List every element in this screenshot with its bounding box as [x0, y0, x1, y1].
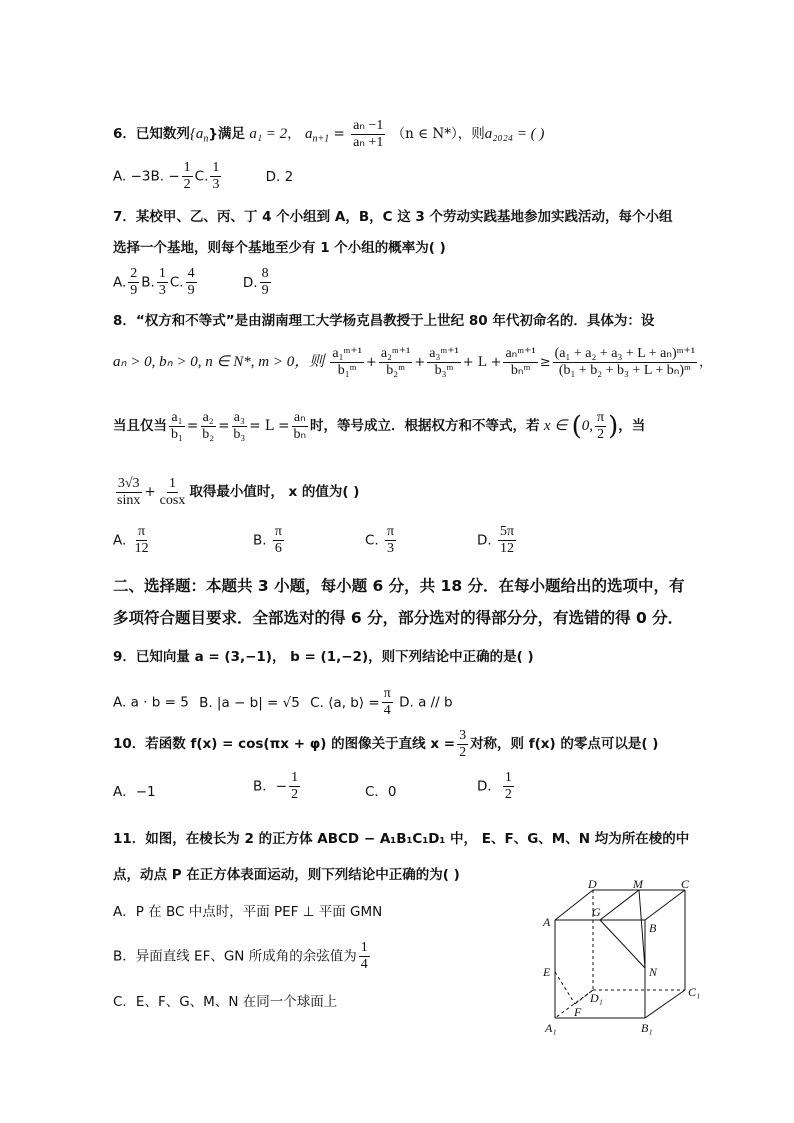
q11-line2: 点，动点 P 在正方体表面运动，则下列结论中正确的为( ) — [113, 867, 460, 883]
q6-seq: {a — [189, 126, 204, 142]
q8-equality: 当且仅当 $\frac{\text{a₁}}{\text{b₁}}$ = $\frac{\text{a₂}}{\text{b₂}}$ = $\frac{\text{a₃}}{\text{b₃}}$ = L = $\frac{\text{aₙ}}{\text{bₙ}}$ 时，等号成立．根据权方和不等式，若 x ∈ (0, $\frac{\pi}{2}$ )，当 — [113, 410, 646, 442]
q9-opt-b: B. |a − b| = √5 — [199, 694, 300, 711]
label-E: E — [543, 965, 551, 979]
q11-opt-a: A．P 在 BC 中点时，平面 PEF ⊥ 平面 GMN — [113, 904, 383, 920]
label-N: N — [649, 965, 658, 979]
q10-opt-b: B．− $\frac{1}{2}$ — [253, 770, 299, 802]
q9-options: A. a · b = 5 B. |a − b| = √5 C. ⟨a, b⟩ = $\frac{\pi}{4}$ D. a // b — [113, 686, 453, 718]
q8-opt-a: A. $\frac{\pi}{12}$ — [113, 524, 149, 556]
section2-line2: 多项符合题目要求．全部选对的得 6 分，部分选对的得部分分，有选错的得 0 分． — [113, 609, 684, 627]
q8-cond: aₙ > 0, bₙ > 0, n ∈ N*, m > 0，则 — [113, 354, 325, 370]
label-D1: D₁ — [590, 991, 603, 1005]
q6-cond2-lhs: a — [304, 126, 313, 142]
seg-GM — [600, 890, 639, 920]
q6-opt-b: B. − — [150, 168, 180, 185]
q10-opt-d: D． $\frac{1}{2}$ — [477, 770, 512, 802]
q10-opt-a: A．−1 — [113, 784, 156, 800]
q6-cond1: a₁ = 2 — [249, 126, 288, 142]
q11-opt-c: C．E、F、G、M、N 在同一个球面上 — [113, 994, 338, 1010]
q6-opt-d: D. 2 — [265, 168, 294, 185]
q11-opt-b: B．异面直线 EF、GN 所成角的余弦值为 $\frac{1}{4}$ — [113, 940, 368, 972]
q9-opt-a: A. a · b = 5 — [113, 694, 189, 711]
q11-line1: 11．如图，在棱长为 2 的正方体 ABCD − A₁B₁C₁D₁ 中， E、F、G、M、N 均为所在棱的中 — [113, 831, 690, 847]
q10-opt-c: C．0 — [365, 784, 397, 800]
label-C: C — [681, 880, 690, 891]
label-B: B — [649, 921, 657, 935]
edge-AD — [555, 890, 593, 920]
q6-seq-sub: n — [203, 133, 209, 145]
label-B1: B₁ — [641, 1021, 653, 1035]
label-G: G — [592, 905, 601, 919]
edge-C1B1 — [645, 990, 685, 1018]
q9-stem: 9．已知向量 a = (3,−1)， b = (1,−2)，则下列结论中正确的是( ) — [113, 649, 534, 665]
q7-line1: 7．某校甲、乙、丙、丁 4 个小组到 A，B，C 这 3 个劳动实践基地参加实践活动，每个小组 — [113, 209, 673, 225]
seg-MN — [639, 890, 645, 968]
q8-inequality: aₙ > 0, bₙ > 0, n ∈ N*, m > 0，则 $\frac{\text{a₁ᵐ⁺¹}}{\text{b₁ᵐ}}$ + $\frac{\text{a₂ᵐ⁺¹}}{\text{b₂ᵐ}}$ + $\frac{\text{a₃ᵐ⁺¹}}{\text{b₃ᵐ}}$ + L + $\frac{\text{aₙᵐ⁺¹}}{\text{bₙᵐ}}$ ≥ $\frac{\text{(a₁ + a₂ + a₃ + L + aₙ)ᵐ⁺¹}}{\text{(b₁ + b₂ + b₃ + L + bₙ)ᵐ}}$ ， — [113, 346, 713, 378]
label-A: A — [543, 915, 551, 929]
q6-options: A. −3B. − $\frac{1}{2}$ C. $\frac{1}{3}$ D. 2 — [113, 160, 294, 192]
seg-GN — [600, 920, 645, 968]
label-C1: C₁ — [688, 985, 701, 999]
q8-expression: $\frac{3√3}{\sin x}$ + $\frac{1}{\cos x}$ 取得最小值时， x 的值为( ) — [117, 476, 360, 508]
seg-EF — [555, 972, 575, 1004]
section2-line1: 二、选择题：本题共 3 小题，每小题 6 分，共 18 分．在每小题给出的选项中，有 — [113, 577, 685, 595]
q7-line2: 选择一个基地，则每个基地至少有 1 个小组的概率为( ) — [113, 240, 446, 256]
q6-text-b: }满足 — [208, 126, 246, 142]
q10-stem: 10．若函数 f(x) = cos(πx + φ) 的图像关于直线 x = $\frac{3}{2}$ 对称，则 f(x) 的零点可以是( ) — [113, 728, 659, 760]
q6-opt-a: A. −3 — [113, 168, 151, 185]
q6-opt-c: C. — [194, 168, 209, 185]
q6-cond2-sub: n+1 — [312, 133, 330, 145]
q6-fraction: $\frac{\text{aₙ −1}}{\text{aₙ +1}}$ — [353, 118, 384, 150]
q9-opt-d: D. a // b — [399, 694, 453, 711]
q7-options: A. $\frac{2}{9}$ B. $\frac{1}{3}$ C. $\frac{4}{9}$ D. $\frac{8}{9}$ — [113, 266, 269, 298]
q6-text-a: 6．已知数列 — [113, 126, 190, 142]
q9-opt-c: C. ⟨a, b⟩ = — [310, 694, 380, 711]
label-M: M — [633, 880, 643, 891]
label-A1: A₁ — [545, 1021, 557, 1035]
edge-CB — [645, 890, 685, 920]
q6-cond-n: （n ∈ N*），则 — [391, 126, 485, 142]
label-F: F — [574, 1005, 582, 1019]
q8-opt-c: C. $\frac{\pi}{3}$ — [365, 524, 395, 556]
cube-figure — [535, 880, 715, 1040]
q8-opt-d: D. $\frac{5\pi}{12}$ — [477, 524, 515, 556]
q8-line1: 8．“权方和不等式”是由湖南理工大学杨克昌教授于上世纪 80 年代初命名的．具体为：设 — [113, 313, 655, 329]
q6-ask: a₂₀₂₄ = ( ) — [484, 126, 545, 142]
q8-opt-b: B. $\frac{\pi}{6}$ — [253, 524, 282, 556]
q6-stem: 6．已知数列$\{a_n\}$满足 a₁ = 2， $a_{n+1}$ = $\frac{\text{aₙ −1}}{\text{aₙ +1}}$ （n ∈ N*），则a₂₀₂₄ = ( ) — [113, 118, 545, 150]
label-D: D — [588, 880, 597, 891]
